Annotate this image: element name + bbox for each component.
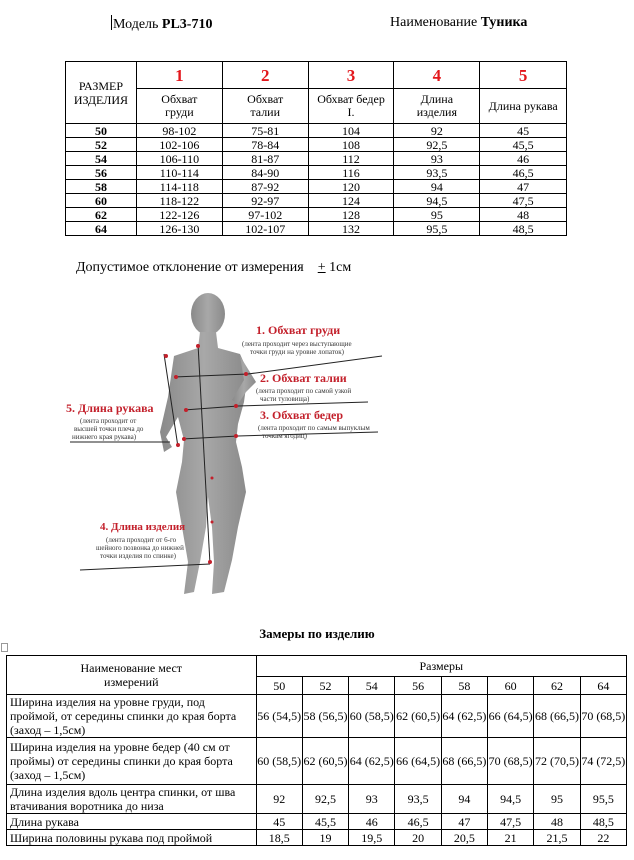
note-length: точки изделия по спинке) — [100, 552, 176, 560]
label-waist: 2. Обхват талии — [260, 371, 347, 385]
measure-value: 20,5 — [441, 830, 487, 846]
value-cell: 126-130 — [136, 222, 222, 236]
size-column-header: 60 — [488, 677, 534, 695]
value-cell: 128 — [308, 208, 394, 222]
measure-table — [6, 655, 627, 846]
size-column-header: 64 — [580, 677, 626, 695]
measure-value: 68 (66,5) — [441, 738, 487, 785]
measure-value: 94,5 — [488, 785, 534, 814]
measure-value: 94 — [441, 785, 487, 814]
note-chest: (лента проходит через выступающие — [242, 340, 352, 348]
tolerance-text: Допустимое отклонение от измерения — [76, 260, 304, 275]
size-cell: 56 — [66, 166, 137, 180]
measure-value: 64 (62,5) — [441, 695, 487, 738]
size-table — [65, 61, 567, 236]
label-sleeve: 5. Длина рукава — [66, 401, 154, 415]
table-anchor-icon — [1, 643, 8, 652]
value-cell: 102-107 — [222, 222, 308, 236]
value-cell: 78-84 — [222, 138, 308, 152]
tolerance-sign: + — [317, 260, 326, 275]
measure-value: 66 (64,5) — [488, 695, 534, 738]
table-row — [7, 695, 627, 738]
note-sleeve: нижнего края рукава) — [72, 433, 137, 441]
measure-value: 47 — [441, 814, 487, 830]
value-cell: 48,5 — [480, 222, 567, 236]
column-header: Обхват талии — [222, 89, 308, 124]
value-cell: 120 — [308, 180, 394, 194]
size-cell: 52 — [66, 138, 137, 152]
column-number: 3 — [308, 62, 394, 89]
value-cell: 46 — [480, 152, 567, 166]
measure-value: 45,5 — [302, 814, 348, 830]
size-cell: 62 — [66, 208, 137, 222]
value-cell: 48 — [480, 208, 567, 222]
name-line — [390, 15, 527, 31]
note-waist: части туловища) — [260, 395, 310, 403]
table-row — [66, 194, 567, 208]
measure-value: 95 — [534, 785, 580, 814]
note-hips: (лента проходит по самым выпуклым — [258, 424, 370, 432]
model-label: Модель — [113, 17, 162, 32]
note-chest: точки груди на уровне лопаток) — [250, 348, 344, 356]
value-cell: 92 — [394, 124, 480, 138]
value-cell: 92,5 — [394, 138, 480, 152]
value-cell: 118-122 — [136, 194, 222, 208]
size-cell: 60 — [66, 194, 137, 208]
value-cell: 94 — [394, 180, 480, 194]
label-length: 4. Длина изделия — [100, 521, 186, 533]
value-cell: 92-97 — [222, 194, 308, 208]
size-header: РАЗМЕР ИЗДЕЛИЯ — [66, 62, 137, 124]
measure-label: Ширина изделия на уровне груди, под проймой, от середины спинки до края борта (заход – 1,5см) — [7, 695, 257, 738]
measure-value: 56 (54,5) — [256, 695, 302, 738]
table-row — [7, 814, 627, 830]
tolerance-value: 1см — [329, 260, 352, 275]
measure-value: 58 (56,5) — [302, 695, 348, 738]
value-cell: 132 — [308, 222, 394, 236]
measure-value: 47,5 — [488, 814, 534, 830]
value-cell: 84-90 — [222, 166, 308, 180]
measure-value: 19,5 — [349, 830, 395, 846]
size-column-header: 58 — [441, 677, 487, 695]
value-cell: 93,5 — [394, 166, 480, 180]
note-sleeve: (лента проходит от — [80, 417, 137, 425]
text-cursor — [111, 15, 112, 30]
measure-value: 48 — [534, 814, 580, 830]
measure-value: 64 (62,5) — [349, 738, 395, 785]
value-cell: 124 — [308, 194, 394, 208]
table-row — [7, 738, 627, 785]
value-cell: 122-126 — [136, 208, 222, 222]
measure-value: 68 (66,5) — [534, 695, 580, 738]
sizes-header: Размеры — [256, 656, 626, 677]
measure-value: 93 — [349, 785, 395, 814]
measure-value: 20 — [395, 830, 441, 846]
value-cell: 95,5 — [394, 222, 480, 236]
note-waist: (лента проходит по самой узкой — [256, 387, 352, 395]
measure-label: Ширина изделия на уровне бедер (40 см от проймы) от середины спинки до края борта (заход – 1,5см) — [7, 738, 257, 785]
size-cell: 58 — [66, 180, 137, 194]
size-cell: 50 — [66, 124, 137, 138]
measure-value: 70 (68,5) — [488, 738, 534, 785]
value-cell: 45,5 — [480, 138, 567, 152]
measure-value: 60 (58,5) — [349, 695, 395, 738]
size-cell: 54 — [66, 152, 137, 166]
table-row — [66, 208, 567, 222]
place-header: Наименование мест измерений — [7, 656, 257, 695]
measure-value: 45 — [256, 814, 302, 830]
model-code: PL3-710 — [161, 17, 213, 32]
measure-value: 21,5 — [534, 830, 580, 846]
table-row — [66, 152, 567, 166]
note-length: (лента проходит от 6-го — [106, 536, 177, 544]
model-line — [111, 15, 212, 33]
value-cell: 81-87 — [222, 152, 308, 166]
note-sleeve: высшей точки плеча до — [74, 425, 144, 433]
measure-label: Ширина половины рукава под проймой — [7, 830, 257, 846]
measure-value: 95,5 — [580, 785, 626, 814]
column-header: Длина изделия — [394, 89, 480, 124]
measure-value: 62 (60,5) — [302, 738, 348, 785]
value-cell: 46,5 — [480, 166, 567, 180]
size-cell: 64 — [66, 222, 137, 236]
measure-label: Длина рукава — [7, 814, 257, 830]
name-value: Туника — [480, 15, 528, 30]
size-column-header: 50 — [256, 677, 302, 695]
measure-value: 70 (68,5) — [580, 695, 626, 738]
table-row — [7, 785, 627, 814]
measure-value: 62 (60,5) — [395, 695, 441, 738]
label-hips: 3. Обхват бедер — [260, 408, 344, 422]
measure-value: 72 (70,5) — [534, 738, 580, 785]
size-column-header: 56 — [395, 677, 441, 695]
measure-value: 19 — [302, 830, 348, 846]
column-number: 1 — [136, 62, 222, 89]
note-length: шейного позвонка до нижней — [96, 544, 184, 552]
measurement-figure — [60, 292, 410, 602]
measure-value: 93,5 — [395, 785, 441, 814]
value-cell: 75-81 — [222, 124, 308, 138]
measure-value: 60 (58,5) — [256, 738, 302, 785]
column-header: Длина рукава — [480, 89, 567, 124]
measure-value: 74 (72,5) — [580, 738, 626, 785]
value-cell: 95 — [394, 208, 480, 222]
size-column-header: 52 — [302, 677, 348, 695]
measure-label: Длина изделия вдоль центра спинки, от шва втачивания воротника до низа — [7, 785, 257, 814]
table-row — [66, 222, 567, 236]
measure-title: Замеры по изделию — [259, 626, 375, 641]
value-cell: 45 — [480, 124, 567, 138]
measure-value: 18,5 — [256, 830, 302, 846]
note-hips: точкам ягодиц) — [262, 432, 307, 440]
value-cell: 94,5 — [394, 194, 480, 208]
value-cell: 110-114 — [136, 166, 222, 180]
value-cell: 97-102 — [222, 208, 308, 222]
column-header: Обхват бедер I. — [308, 89, 394, 124]
value-cell: 98-102 — [136, 124, 222, 138]
value-cell: 114-118 — [136, 180, 222, 194]
value-cell: 112 — [308, 152, 394, 166]
value-cell: 104 — [308, 124, 394, 138]
table-row — [7, 830, 627, 846]
value-cell: 108 — [308, 138, 394, 152]
measure-value: 92,5 — [302, 785, 348, 814]
column-header: Обхват груди — [136, 89, 222, 124]
measure-value: 22 — [580, 830, 626, 846]
value-cell: 93 — [394, 152, 480, 166]
table-row — [66, 124, 567, 138]
measure-value: 48,5 — [580, 814, 626, 830]
measure-value: 46 — [349, 814, 395, 830]
table-row — [66, 166, 567, 180]
measure-value: 21 — [488, 830, 534, 846]
value-cell: 47 — [480, 180, 567, 194]
value-cell: 116 — [308, 166, 394, 180]
value-cell: 47,5 — [480, 194, 567, 208]
measure-value: 92 — [256, 785, 302, 814]
table-row — [66, 180, 567, 194]
size-column-header: 62 — [534, 677, 580, 695]
value-cell: 102-106 — [136, 138, 222, 152]
name-label: Наименование — [390, 15, 481, 30]
measure-value: 46,5 — [395, 814, 441, 830]
column-number: 4 — [394, 62, 480, 89]
tolerance-line — [76, 260, 351, 276]
column-number: 5 — [480, 62, 567, 89]
value-cell: 106-110 — [136, 152, 222, 166]
table-row — [66, 138, 567, 152]
label-chest: 1. Обхват груди — [256, 323, 341, 337]
value-cell: 87-92 — [222, 180, 308, 194]
size-column-header: 54 — [349, 677, 395, 695]
column-number: 2 — [222, 62, 308, 89]
measure-value: 66 (64,5) — [395, 738, 441, 785]
